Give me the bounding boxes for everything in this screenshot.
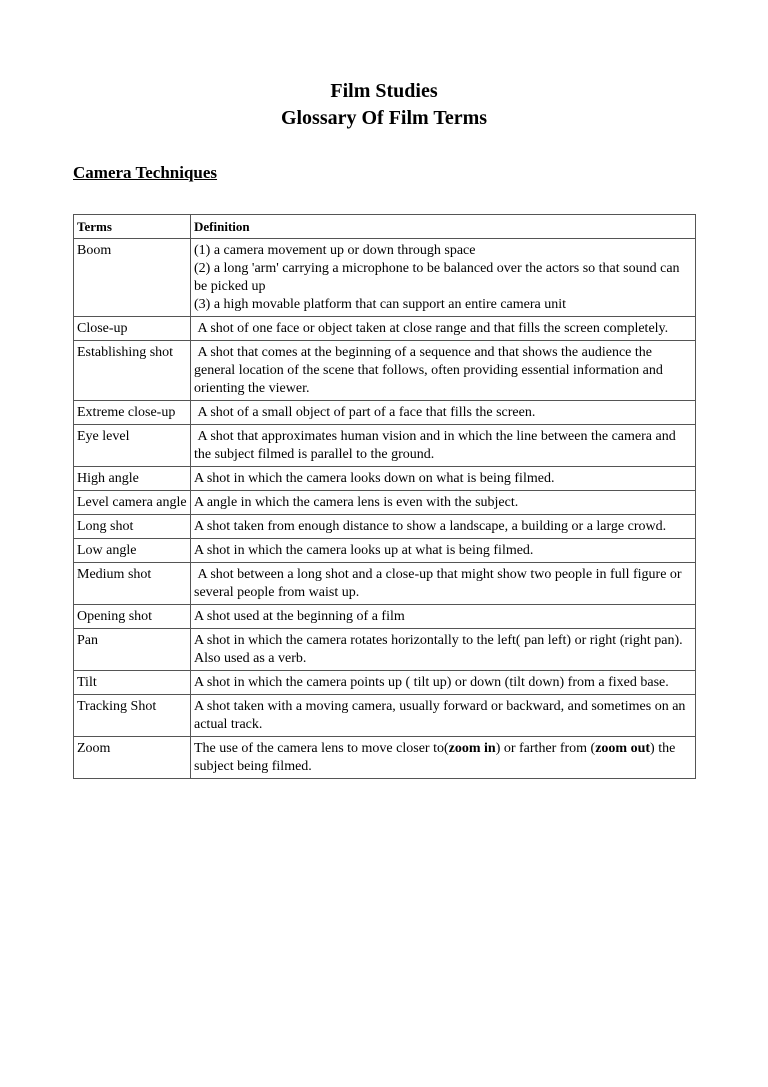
table-row	[74, 239, 696, 317]
definition-cell: A angle in which the camera lens is even with the subject.	[191, 491, 696, 515]
term-cell: Zoom	[74, 737, 191, 779]
term-cell: Long shot	[74, 515, 191, 539]
table-row	[74, 467, 696, 491]
term-cell: Tilt	[74, 671, 191, 695]
definition-line: (3) a high movable platform that can support an entire camera unit	[194, 297, 567, 312]
definition-cell: A shot in which the camera points up ( tilt up) or down (tilt down) from a fixed base.	[191, 671, 696, 695]
term-cell: Medium shot	[74, 563, 191, 605]
term-cell: Eye level	[74, 425, 191, 467]
document-title	[0, 78, 768, 132]
table-row	[74, 605, 696, 629]
definition-cell: A shot used at the beginning of a film	[191, 605, 696, 629]
table-row	[74, 317, 696, 341]
term-cell: Establishing shot	[74, 341, 191, 401]
table-header-row	[74, 215, 696, 239]
term-cell: Tracking Shot	[74, 695, 191, 737]
table-row	[74, 563, 696, 605]
term-cell: Close-up	[74, 317, 191, 341]
definition-line: (2) a long 'arm' carrying a microphone to be balanced over the actors so that sound can be picked up	[194, 261, 680, 294]
definition-line: (1) a camera movement up or down through space	[194, 243, 476, 258]
definition-cell: A shot of one face or object taken at close range and that fills the screen completely.	[191, 317, 696, 341]
definition-cell: A shot taken with a moving camera, usually forward or backward, and sometimes on an actual track.	[191, 695, 696, 737]
term-cell: Pan	[74, 629, 191, 671]
header-terms: Terms	[74, 215, 191, 239]
definition-cell: A shot that approximates human vision and in which the line between the camera and the subject filmed is parallel to the ground.	[191, 425, 696, 467]
bold-term-zoom-out: zoom out	[595, 741, 651, 756]
title-line-2: Glossary Of Film Terms	[280, 107, 488, 129]
table-row	[74, 539, 696, 563]
term-cell: Extreme close-up	[74, 401, 191, 425]
table-row	[74, 737, 696, 779]
term-cell: High angle	[74, 467, 191, 491]
term-cell: Low angle	[74, 539, 191, 563]
definition-cell: A shot in which the camera looks up at what is being filmed.	[191, 539, 696, 563]
table-row	[74, 671, 696, 695]
header-definition: Definition	[191, 215, 696, 239]
definition-cell: A shot in which the camera looks down on what is being filmed.	[191, 467, 696, 491]
definition-text: The use of the camera lens to move closer to(	[194, 741, 449, 756]
bold-term-zoom-in: zoom in	[448, 741, 496, 756]
table-row	[74, 341, 696, 401]
table-row	[74, 515, 696, 539]
table-row	[74, 425, 696, 467]
title-line-1: Film Studies	[330, 80, 438, 102]
definition-cell: A shot in which the camera rotates horizontally to the left( pan left) or right (right pan). Also used as a verb.	[191, 629, 696, 671]
definition-text: ) the subject being filmed.	[194, 741, 676, 774]
definition-cell	[191, 737, 696, 779]
term-cell: Opening shot	[74, 605, 191, 629]
definition-text: ) or farther from (	[495, 741, 596, 756]
definition-cell: A shot of a small object of part of a face that fills the screen.	[191, 401, 696, 425]
definition-cell: A shot between a long shot and a close-up that might show two people in full figure or several people from waist up.	[191, 563, 696, 605]
table-row	[74, 491, 696, 515]
term-cell: Boom	[74, 239, 191, 317]
definition-cell: A shot that comes at the beginning of a sequence and that shows the audience the general location of the scene that follows, often providing essential information and orienting the viewer.	[191, 341, 696, 401]
table-row	[74, 629, 696, 671]
term-cell: Level camera angle	[74, 491, 191, 515]
glossary-table	[73, 214, 696, 779]
section-heading: Camera Techniques	[73, 163, 218, 182]
table-row	[74, 695, 696, 737]
definition-cell: A shot taken from enough distance to show a landscape, a building or a large crowd.	[191, 515, 696, 539]
definition-cell	[191, 239, 696, 317]
table-row	[74, 401, 696, 425]
